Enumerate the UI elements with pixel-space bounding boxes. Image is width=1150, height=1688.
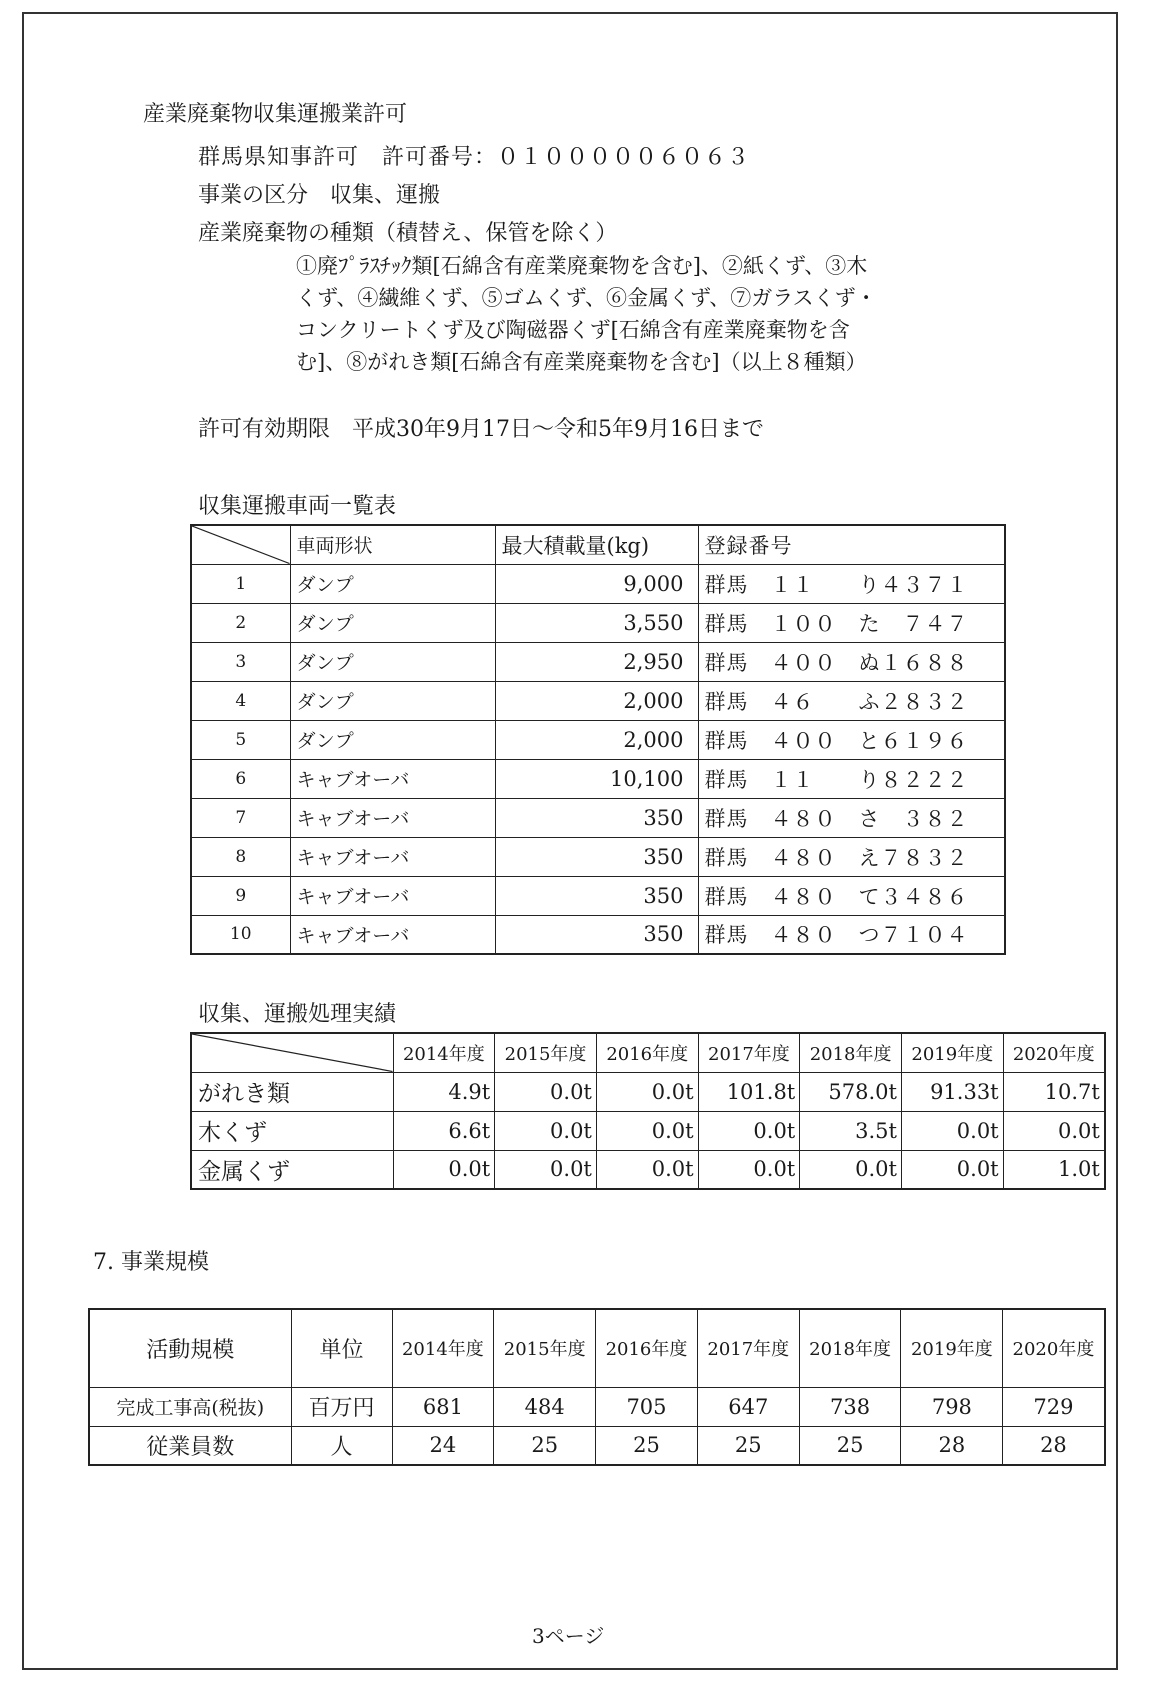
result-value: 101.8t: [698, 1072, 800, 1111]
waste-types-line: コンクリートくず及び陶磁器くず[石綿含有産業廃棄物を含: [296, 318, 850, 342]
vehicle-registration: 群馬 ４００ ぬ１６８８: [698, 642, 1005, 681]
vehicle-registration: 群馬 ４８０ さ ３８２: [698, 798, 1005, 837]
scale-unit: 百万円: [291, 1387, 392, 1426]
vehicle-number: 4: [191, 681, 290, 720]
diagonal-header-cell: [191, 525, 290, 564]
table-row: [191, 720, 1005, 759]
result-value: 10.7t: [1003, 1072, 1105, 1111]
header-unit: 単位: [291, 1309, 392, 1387]
table-row: [191, 915, 1005, 954]
scale-value: 681: [392, 1387, 494, 1426]
result-value: 91.33t: [901, 1072, 1003, 1111]
result-value: 0.0t: [495, 1111, 597, 1150]
header-year: 2020年度: [1003, 1309, 1105, 1387]
vehicle-max-load: 350: [495, 837, 698, 876]
vehicle-max-load: 9,000: [495, 564, 698, 603]
scale-unit: 人: [291, 1426, 392, 1465]
table-row: [191, 759, 1005, 798]
table-header-row: [191, 525, 1005, 564]
vehicle-registration: 群馬 １００ た ７４７: [698, 603, 1005, 642]
table-header-row: [191, 1033, 1105, 1072]
scale-value: 25: [494, 1426, 596, 1465]
waste-types-line: む]、⑧がれき類[石綿含有産業廃棄物を含む]（以上８種類）: [296, 350, 867, 374]
vehicle-type: ダンプ: [290, 681, 495, 720]
scale-value: 25: [697, 1426, 799, 1465]
header-registration: 登録番号: [698, 525, 1005, 564]
result-value: 0.0t: [495, 1072, 597, 1111]
table-row: [191, 642, 1005, 681]
business-category: 事業の区分 収集、運搬: [198, 183, 441, 208]
vehicle-max-load: 2,000: [495, 720, 698, 759]
vehicle-max-load: 350: [495, 798, 698, 837]
table-row: [191, 681, 1005, 720]
vehicle-registration: 群馬 ４８０ つ７１０４: [698, 915, 1005, 954]
header-year: 2015年度: [495, 1033, 597, 1072]
table-row: [191, 1150, 1105, 1189]
business-scale-table: [88, 1308, 1106, 1466]
vehicle-type: ダンプ: [290, 603, 495, 642]
vehicle-type: ダンプ: [290, 564, 495, 603]
vehicle-type: キャブオーバ: [290, 876, 495, 915]
header-max-load: 最大積載量(kg): [495, 525, 698, 564]
permit-validity: 許可有効期限 平成30年9月17日～令和5年9月16日まで: [198, 417, 764, 442]
result-value: 0.0t: [698, 1150, 800, 1189]
header-year: 2017年度: [698, 1033, 800, 1072]
scale-value: 729: [1003, 1387, 1105, 1426]
vehicle-registration: 群馬 ４８０ え７８３２: [698, 837, 1005, 876]
header-year: 2014年度: [393, 1033, 495, 1072]
vehicle-max-load: 350: [495, 915, 698, 954]
header-year: 2018年度: [799, 1309, 901, 1387]
scale-value: 738: [799, 1387, 901, 1426]
results-table: [190, 1032, 1106, 1190]
vehicle-number: 3: [191, 642, 290, 681]
table-header-row: [89, 1309, 1105, 1387]
page-number: 3ページ: [532, 1624, 605, 1648]
result-value: 1.0t: [1003, 1150, 1105, 1189]
result-value: 0.0t: [1003, 1111, 1105, 1150]
result-value: 0.0t: [596, 1111, 698, 1150]
permit-heading: 産業廃棄物収集運搬業許可: [143, 102, 408, 127]
scale-value: 647: [697, 1387, 799, 1426]
permit-authority: 群馬県知事許可 許可番号：０１０００００６０６３: [198, 145, 751, 170]
scale-value: 705: [596, 1387, 698, 1426]
header-vehicle-type: 車両形状: [290, 525, 495, 564]
waste-category: がれき類: [191, 1072, 393, 1111]
vehicle-type: ダンプ: [290, 642, 495, 681]
vehicles-title: 収集運搬車両一覧表: [198, 494, 397, 519]
header-year: 2017年度: [697, 1309, 799, 1387]
header-year: 2018年度: [800, 1033, 902, 1072]
waste-types-title: 産業廃棄物の種類（積替え、保管を除く）: [198, 221, 618, 246]
scale-value: 484: [494, 1387, 596, 1426]
result-value: 0.0t: [698, 1111, 800, 1150]
header-year: 2019年度: [901, 1033, 1003, 1072]
table-row: [191, 1111, 1105, 1150]
header-year: 2016年度: [596, 1033, 698, 1072]
vehicle-type: ダンプ: [290, 720, 495, 759]
vehicle-registration: 群馬 １１ り４３７１: [698, 564, 1005, 603]
vehicle-number: 9: [191, 876, 290, 915]
vehicle-number: 7: [191, 798, 290, 837]
vehicle-number: 10: [191, 915, 290, 954]
vehicle-max-load: 10,100: [495, 759, 698, 798]
result-value: 0.0t: [800, 1150, 902, 1189]
scale-value: 798: [901, 1387, 1003, 1426]
vehicle-type: キャブオーバ: [290, 759, 495, 798]
vehicle-registration: 群馬 ４８０ て３４８６: [698, 876, 1005, 915]
result-value: 0.0t: [393, 1150, 495, 1189]
vehicle-registration: 群馬 ４００ と６１９６: [698, 720, 1005, 759]
waste-types-list: [296, 250, 976, 378]
results-title: 収集、運搬処理実績: [198, 1002, 397, 1027]
vehicle-type: キャブオーバ: [290, 915, 495, 954]
diagonal-header-cell: [191, 1033, 393, 1072]
result-value: 0.0t: [901, 1111, 1003, 1150]
header-year: 2019年度: [901, 1309, 1003, 1387]
waste-types-line: ①廃ﾌﾟﾗｽﾁｯｸ類[石綿含有産業廃棄物を含む]、②紙くず、③木: [296, 254, 868, 278]
vehicle-registration: 群馬 ４６ ふ２８３２: [698, 681, 1005, 720]
vehicle-type: キャブオーバ: [290, 798, 495, 837]
table-row: [191, 1072, 1105, 1111]
header-year: 2016年度: [596, 1309, 698, 1387]
vehicle-number: 5: [191, 720, 290, 759]
vehicle-registration: 群馬 １１ り８２２２: [698, 759, 1005, 798]
vehicle-max-load: 2,950: [495, 642, 698, 681]
scale-value: 24: [392, 1426, 494, 1465]
header-year: 2014年度: [392, 1309, 494, 1387]
vehicle-number: 8: [191, 837, 290, 876]
vehicle-number: 1: [191, 564, 290, 603]
table-row: [191, 564, 1005, 603]
vehicle-max-load: 350: [495, 876, 698, 915]
result-value: 4.9t: [393, 1072, 495, 1111]
vehicle-number: 2: [191, 603, 290, 642]
vehicle-max-load: 2,000: [495, 681, 698, 720]
result-value: 0.0t: [596, 1150, 698, 1189]
table-row: [191, 837, 1005, 876]
scale-activity: 従業員数: [89, 1426, 291, 1465]
scale-value: 25: [799, 1426, 901, 1465]
result-value: 0.0t: [596, 1072, 698, 1111]
result-value: 0.0t: [495, 1150, 597, 1189]
result-value: 0.0t: [901, 1150, 1003, 1189]
header-year: 2020年度: [1003, 1033, 1105, 1072]
vehicle-max-load: 3,550: [495, 603, 698, 642]
table-row: [89, 1387, 1105, 1426]
result-value: 578.0t: [800, 1072, 902, 1111]
scale-value: 25: [596, 1426, 698, 1465]
section-7-title: 7. 事業規模: [93, 1250, 209, 1275]
vehicles-table: [190, 524, 1006, 955]
header-activity: 活動規模: [89, 1309, 291, 1387]
table-row: [191, 798, 1005, 837]
waste-category: 金属くず: [191, 1150, 393, 1189]
waste-category: 木くず: [191, 1111, 393, 1150]
scale-value: 28: [901, 1426, 1003, 1465]
scale-activity: 完成工事高(税抜): [89, 1387, 291, 1426]
table-row: [191, 603, 1005, 642]
result-value: 6.6t: [393, 1111, 495, 1150]
vehicle-number: 6: [191, 759, 290, 798]
header-year: 2015年度: [494, 1309, 596, 1387]
waste-types-line: くず、④繊維くず、⑤ゴムくず、⑥金属くず、⑦ガラスくず・: [296, 286, 877, 310]
scale-value: 28: [1003, 1426, 1105, 1465]
table-row: [89, 1426, 1105, 1465]
vehicle-type: キャブオーバ: [290, 837, 495, 876]
result-value: 3.5t: [800, 1111, 902, 1150]
table-row: [191, 876, 1005, 915]
